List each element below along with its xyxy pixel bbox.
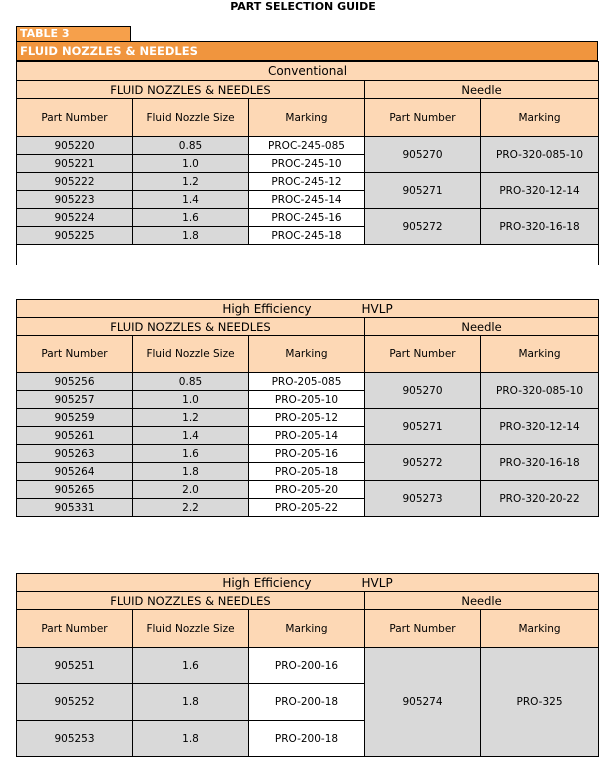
- part-number-cell: 905253: [17, 721, 133, 757]
- table-row: [17, 409, 599, 427]
- nozzle-size-cell: 1.2: [133, 409, 249, 427]
- needle-marking-cell: PRO-320-12-14: [481, 409, 599, 445]
- table-title: [17, 574, 599, 592]
- marking-cell: PRO-200-16: [249, 648, 365, 684]
- empty-row: [17, 245, 599, 265]
- table-row: [17, 173, 599, 191]
- nozzle-size-cell: 1.8: [133, 721, 249, 757]
- part-number-cell: 905224: [17, 209, 133, 227]
- needle-part-number-cell: 905270: [365, 373, 481, 409]
- marking-cell: PRO-200-18: [249, 684, 365, 721]
- table-row: [17, 373, 599, 391]
- marking-cell: PRO-205-20: [249, 481, 365, 499]
- nozzle-size-cell: 2.2: [133, 499, 249, 517]
- marking-cell: PROC-245-18: [249, 227, 365, 245]
- col-header-needle-marking: Marking: [481, 336, 599, 373]
- page-title: PART SELECTION GUIDE: [230, 0, 376, 13]
- table-title-right: HVLP: [361, 301, 393, 316]
- col-header-needle-part-number: Part Number: [365, 336, 481, 373]
- col-header-fluid-nozzle-size: Fluid Nozzle Size: [133, 99, 249, 137]
- nozzle-size-cell: 1.0: [133, 155, 249, 173]
- col-header-fluid-nozzle-size: Fluid Nozzle Size: [133, 336, 249, 373]
- nozzle-size-cell: 1.4: [133, 191, 249, 209]
- marking-cell: PRO-205-085: [249, 373, 365, 391]
- col-header-fluid-nozzle-size: Fluid Nozzle Size: [133, 610, 249, 648]
- nozzle-size-cell: 0.85: [133, 137, 249, 155]
- part-number-cell: 905261: [17, 427, 133, 445]
- table-number-tag: TABLE 3: [16, 26, 131, 41]
- group-header-needle: Needle: [365, 592, 599, 610]
- section-title-bar: FLUID NOZZLES & NEEDLES: [16, 41, 598, 61]
- marking-cell: PRO-205-18: [249, 463, 365, 481]
- needle-marking-cell: PRO-320-16-18: [481, 445, 599, 481]
- col-header-marking: Marking: [249, 99, 365, 137]
- part-number-cell: 905225: [17, 227, 133, 245]
- part-number-cell: 905223: [17, 191, 133, 209]
- marking-cell: PRO-205-10: [249, 391, 365, 409]
- nozzle-size-cell: 1.0: [133, 391, 249, 409]
- part-number-cell: 905256: [17, 373, 133, 391]
- needle-marking-cell: PRO-320-16-18: [481, 209, 599, 245]
- marking-cell: PROC-245-14: [249, 191, 365, 209]
- col-header-part-number: Part Number: [17, 99, 133, 137]
- col-header-marking: Marking: [249, 610, 365, 648]
- group-header-needle: Needle: [365, 318, 599, 336]
- needle-marking-cell: PRO-320-12-14: [481, 173, 599, 209]
- col-header-needle-marking: Marking: [481, 610, 599, 648]
- nozzle-size-cell: 1.2: [133, 173, 249, 191]
- table-title-left: High Efficiency: [222, 301, 312, 316]
- needle-part-number-cell: 905273: [365, 481, 481, 517]
- nozzle-size-cell: 0.85: [133, 373, 249, 391]
- marking-cell: PRO-205-12: [249, 409, 365, 427]
- nozzle-size-cell: 2.0: [133, 481, 249, 499]
- part-number-cell: 905221: [17, 155, 133, 173]
- marking-cell: PRO-205-22: [249, 499, 365, 517]
- needle-marking-cell: PRO-320-085-10: [481, 373, 599, 409]
- group-header-needle: Needle: [365, 81, 599, 99]
- part-number-cell: 905265: [17, 481, 133, 499]
- table-row: [17, 137, 599, 155]
- nozzle-size-cell: 1.6: [133, 209, 249, 227]
- needle-part-number-cell: 905271: [365, 173, 481, 209]
- needle-part-number-cell: 905271: [365, 409, 481, 445]
- marking-cell: PROC-245-085: [249, 137, 365, 155]
- table-title: [17, 300, 599, 318]
- marking-cell: PRO-200-18: [249, 721, 365, 757]
- part-number-cell: 905251: [17, 648, 133, 684]
- part-number-cell: 905222: [17, 173, 133, 191]
- needle-part-number-cell: 905274: [365, 648, 481, 757]
- col-header-needle-marking: Marking: [481, 99, 599, 137]
- marking-cell: PROC-245-12: [249, 173, 365, 191]
- table-row: [17, 209, 599, 227]
- nozzle-size-cell: 1.6: [133, 445, 249, 463]
- marking-cell: PROC-245-16: [249, 209, 365, 227]
- table-row: [17, 481, 599, 499]
- hvlp-table-2: [16, 573, 599, 757]
- col-header-part-number: Part Number: [17, 610, 133, 648]
- part-number-cell: 905257: [17, 391, 133, 409]
- part-number-cell: 905264: [17, 463, 133, 481]
- part-number-cell: 905331: [17, 499, 133, 517]
- needle-part-number-cell: 905272: [365, 209, 481, 245]
- needle-marking-cell: PRO-320-20-22: [481, 481, 599, 517]
- nozzle-size-cell: 1.8: [133, 684, 249, 721]
- part-number-cell: 905263: [17, 445, 133, 463]
- group-header-nozzles: FLUID NOZZLES & NEEDLES: [17, 592, 365, 610]
- nozzle-size-cell: 1.8: [133, 463, 249, 481]
- col-header-needle-part-number: Part Number: [365, 610, 481, 648]
- table-title: Conventional: [17, 62, 599, 81]
- needle-marking-cell: PRO-325: [481, 648, 599, 757]
- col-header-part-number: Part Number: [17, 336, 133, 373]
- marking-cell: PRO-205-16: [249, 445, 365, 463]
- conventional-table: [16, 61, 599, 265]
- table-title-right: HVLP: [361, 575, 393, 590]
- nozzle-size-cell: 1.8: [133, 227, 249, 245]
- part-number-cell: 905252: [17, 684, 133, 721]
- table-row: [17, 445, 599, 463]
- needle-part-number-cell: 905272: [365, 445, 481, 481]
- needle-part-number-cell: 905270: [365, 137, 481, 173]
- part-number-cell: 905220: [17, 137, 133, 155]
- marking-cell: PRO-205-14: [249, 427, 365, 445]
- group-header-nozzles: FLUID NOZZLES & NEEDLES: [17, 318, 365, 336]
- nozzle-size-cell: 1.6: [133, 648, 249, 684]
- part-number-cell: 905259: [17, 409, 133, 427]
- table-title-left: High Efficiency: [222, 575, 312, 590]
- group-header-nozzles: FLUID NOZZLES & NEEDLES: [17, 81, 365, 99]
- col-header-needle-part-number: Part Number: [365, 99, 481, 137]
- marking-cell: PROC-245-10: [249, 155, 365, 173]
- needle-marking-cell: PRO-320-085-10: [481, 137, 599, 173]
- table-row: [17, 648, 599, 684]
- nozzle-size-cell: 1.4: [133, 427, 249, 445]
- hvlp-table-1: [16, 299, 599, 517]
- col-header-marking: Marking: [249, 336, 365, 373]
